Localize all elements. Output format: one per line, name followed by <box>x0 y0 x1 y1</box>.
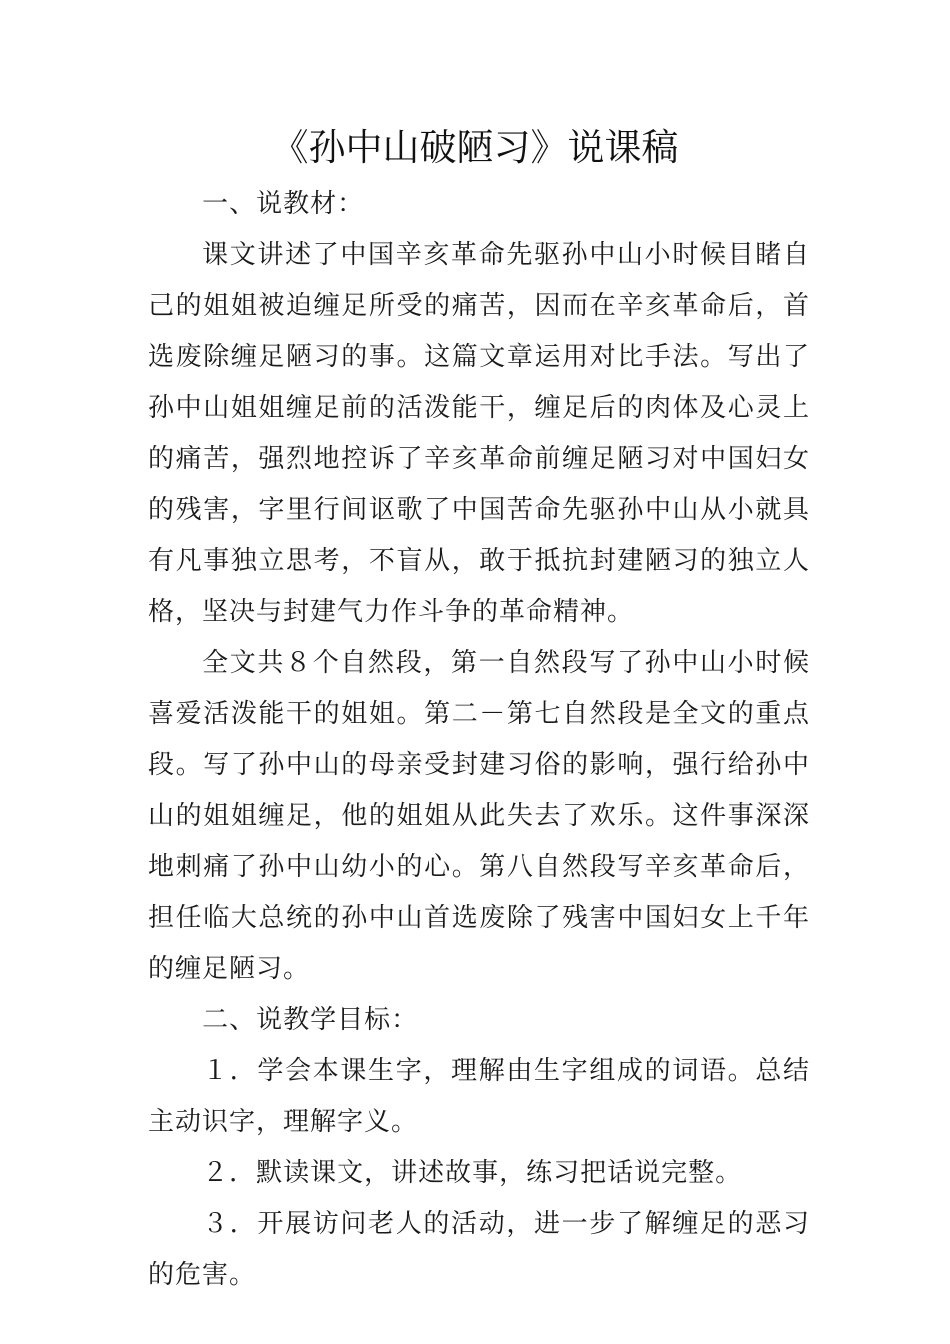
goal-item-1: １．学会本课生字，理解由生字组成的词语。总结主动识字，理解字义。 <box>148 1056 810 1137</box>
section-heading-teaching-material: 一、说教材： <box>202 189 365 219</box>
document-title: 《孙中山破陋习》说课稿 <box>271 126 679 169</box>
paragraph-structure: 全文共８个自然段，第一自然段写了孙中山小时候喜爱活泼能干的姐姐。第二－第七自然段是全文的重点段。写了孙中山的母亲受封建习俗的影响，强行给孙中山的姐姐缠足，他的姐姐从此失去了欢乐。这件事深深地刺痛了孙中山幼小的心。第八自然段写辛亥革命后，担任临大总统的孙中山首选废除了残害中国妇女上千年的缠足陋习。 <box>148 648 810 984</box>
goal-item-3: ３．开展访问老人的活动，进一步了解缠足的恶习的危害。 <box>148 1209 810 1290</box>
section-heading-teaching-goals: 二、说教学目标： <box>202 1005 419 1035</box>
document-body <box>148 179 810 1301</box>
goal-item-2: ２．默读课文，讲述故事，练习把话说完整。 <box>202 1158 743 1188</box>
paragraph-material-summary: 课文讲述了中国辛亥革命先驱孙中山小时候目睹自己的姐姐被迫缠足所受的痛苦，因而在辛亥革命后，首选废除缠足陋习的事。这篇文章运用对比手法。写出了孙中山姐姐缠足前的活泼能干，缠足后的肉体及心灵上的痛苦，强烈地控诉了辛亥革命前缠足陋习对中国妇女的残害，字里行间讴歌了中国苦命先驱孙中山从小就具有凡事独立思考，不盲从，敢于抵抗封建陋习的独立人格，坚决与封建气力作斗争的革命精神。 <box>148 240 810 627</box>
